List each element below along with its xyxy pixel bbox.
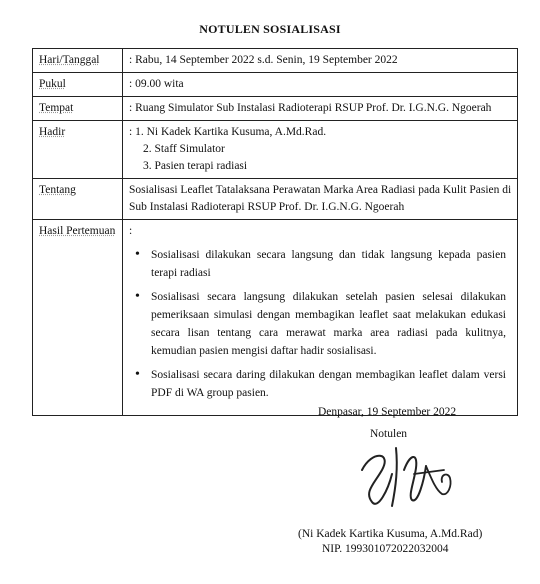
result-point: • Sosialisasi secara langsung dilakukan setelah pasien selesai dilakukan pemeriksaan simulasi dengan membagikan leaflet saat melakukan edukasi secara lisan tentang cara merawat marka area radiasi pada kulitnya, kemudian pasien mengisi daftar hadir sosialisasi. [151,288,506,360]
results-value [123,220,518,416]
attendees-label: Hadir [33,121,123,179]
attendee-item: : 1. Ni Kadek Kartika Kusuma, A.Md.Rad. [129,126,327,138]
time-label: Pukul [33,73,123,97]
minutes-table [32,48,518,416]
signer-nip: NIP. 199301072022032004 [322,543,449,555]
place-value: : Ruang Simulator Sub Instalasi Radioterapi RSUP Prof. Dr. I.G.N.G. Ngoerah [123,97,518,121]
attendees-value [123,121,518,179]
results-list [129,240,512,412]
signer-name: (Ni Kadek Kartika Kusuma, A.Md.Rad) [298,528,483,540]
table-row-place [33,97,518,121]
topic-value: Sosialisasi Leaflet Tatalaksana Perawatan Marka Area Radiasi pada Kulit Pasien di Sub Instalasi Radioterapi RSUP Prof. Dr. I.G.N.G. Ngoerah [123,179,518,220]
table-row-results [33,220,518,416]
result-point: • Sosialisasi dilakukan secara langsung dan tidak langsung kepada pasien terapi radiasi [151,246,506,282]
results-label: Hasil Pertemuan [33,220,123,416]
attendee-item: 2. Staff Simulator [143,143,225,155]
attendees-list [129,124,512,175]
handwritten-signature [352,440,462,512]
topic-label: Tentang [33,179,123,220]
date-label: Hari/Tanggal [33,49,123,73]
table-row-topic [33,179,518,220]
table-row-time [33,73,518,97]
signer-role: Notulen [370,428,408,440]
date-value: : Rabu, 14 September 2022 s.d. Senin, 19 September 2022 [123,49,518,73]
result-point: • Sosialisasi secara daring dilakukan dengan membagikan leaflet dalam versi PDF di WA group pasien. [151,366,506,402]
attendee-item: 3. Pasien terapi radiasi [143,160,248,172]
time-value: : 09.00 wita [123,73,518,97]
place-label: Tempat [33,97,123,121]
table-row-attendees [33,121,518,179]
document-title: NOTULEN SOSIALISASI [199,22,341,36]
table-row-date [33,49,518,73]
results-colon: : [129,225,133,237]
place-date: Denpasar, 19 September 2022 [318,406,457,418]
